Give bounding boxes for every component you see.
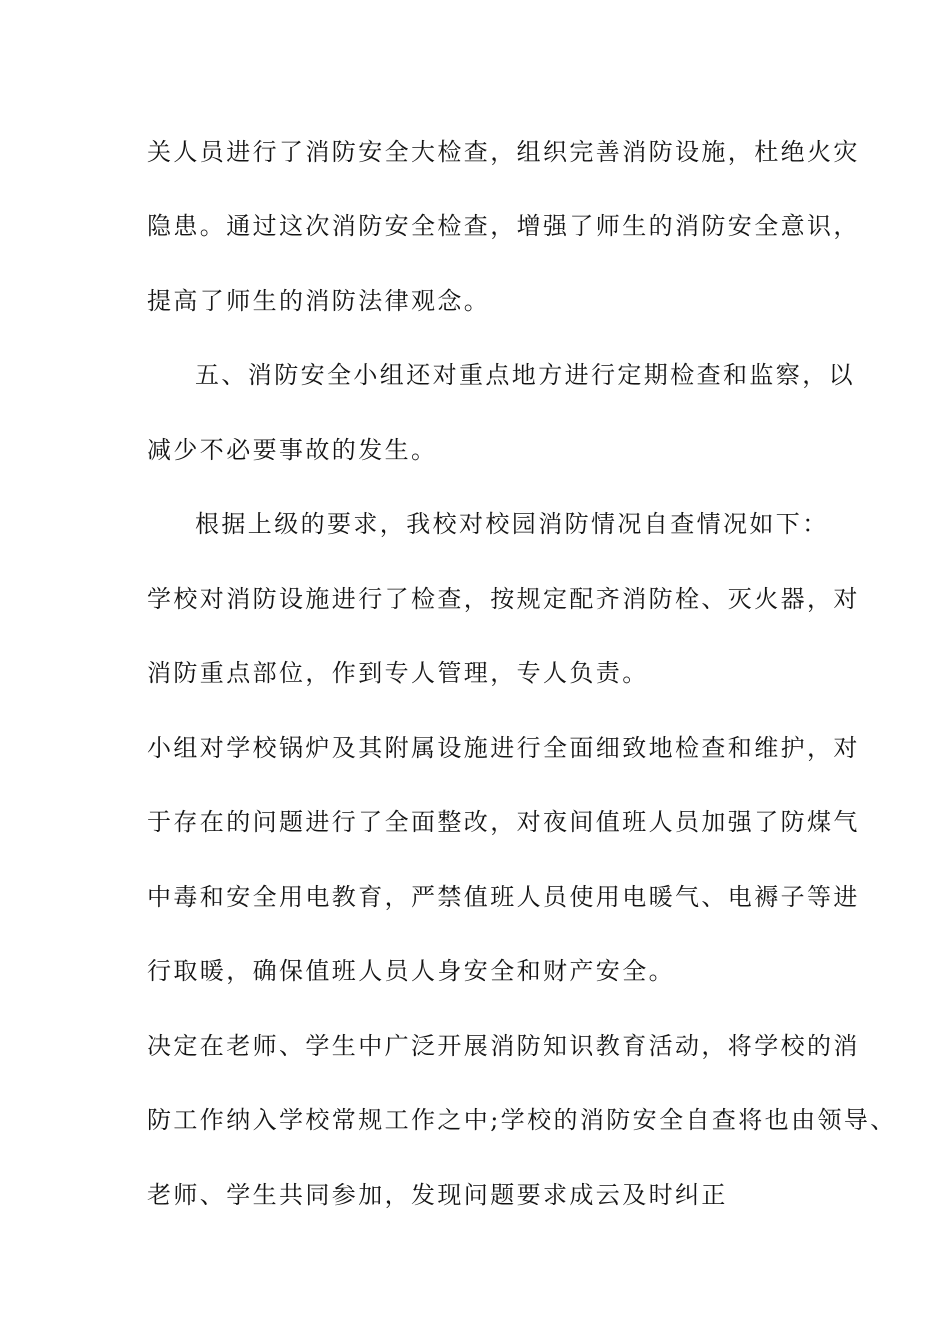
- education-line-2: 防工作纳入学校常规工作之中;学校的消防安全自查将也由领导、: [147, 1106, 897, 1134]
- education-line-3: 老师、学生共同参加，发现问题要求成云及时纠正: [147, 1181, 728, 1209]
- facility-check-line-2: 消防重点部位，作到专人管理，专人负责。: [147, 659, 649, 687]
- boiler-check-line-3: 中毒和安全用电教育，严禁值班人员使用电暖气、电褥子等进: [147, 883, 860, 911]
- self-check-intro: 根据上级的要求，我校对校园消防情况自查情况如下：: [195, 510, 829, 538]
- paragraph-five-line-1: 五、消防安全小组还对重点地方进行定期检查和监察，以: [195, 361, 855, 389]
- education-line-1: 决定在老师、学生中广泛开展消防知识教育活动，将学校的消: [147, 1032, 860, 1060]
- facility-check-line-1: 学校对消防设施进行了检查，按规定配齐消防栓、灭火器，对: [147, 585, 860, 613]
- boiler-check-line-4: 行取暖，确保值班人员人身安全和财产安全。: [147, 957, 675, 985]
- boiler-check-line-1: 小组对学校锅炉及其附属设施进行全面细致地检查和维护，对: [147, 734, 860, 762]
- boiler-check-line-2: 于存在的问题进行了全面整改，对夜间值班人员加强了防煤气: [147, 808, 860, 836]
- paragraph-five-line-2: 减少不必要事故的发生。: [147, 436, 438, 464]
- text-line-1: 关人员进行了消防安全大检查，组织完善消防设施，杜绝火灾: [147, 138, 860, 166]
- text-line-2: 隐患。通过这次消防安全检查，增强了师生的消防安全意识，: [147, 212, 860, 240]
- text-line-3: 提高了师生的消防法律观念。: [147, 287, 491, 315]
